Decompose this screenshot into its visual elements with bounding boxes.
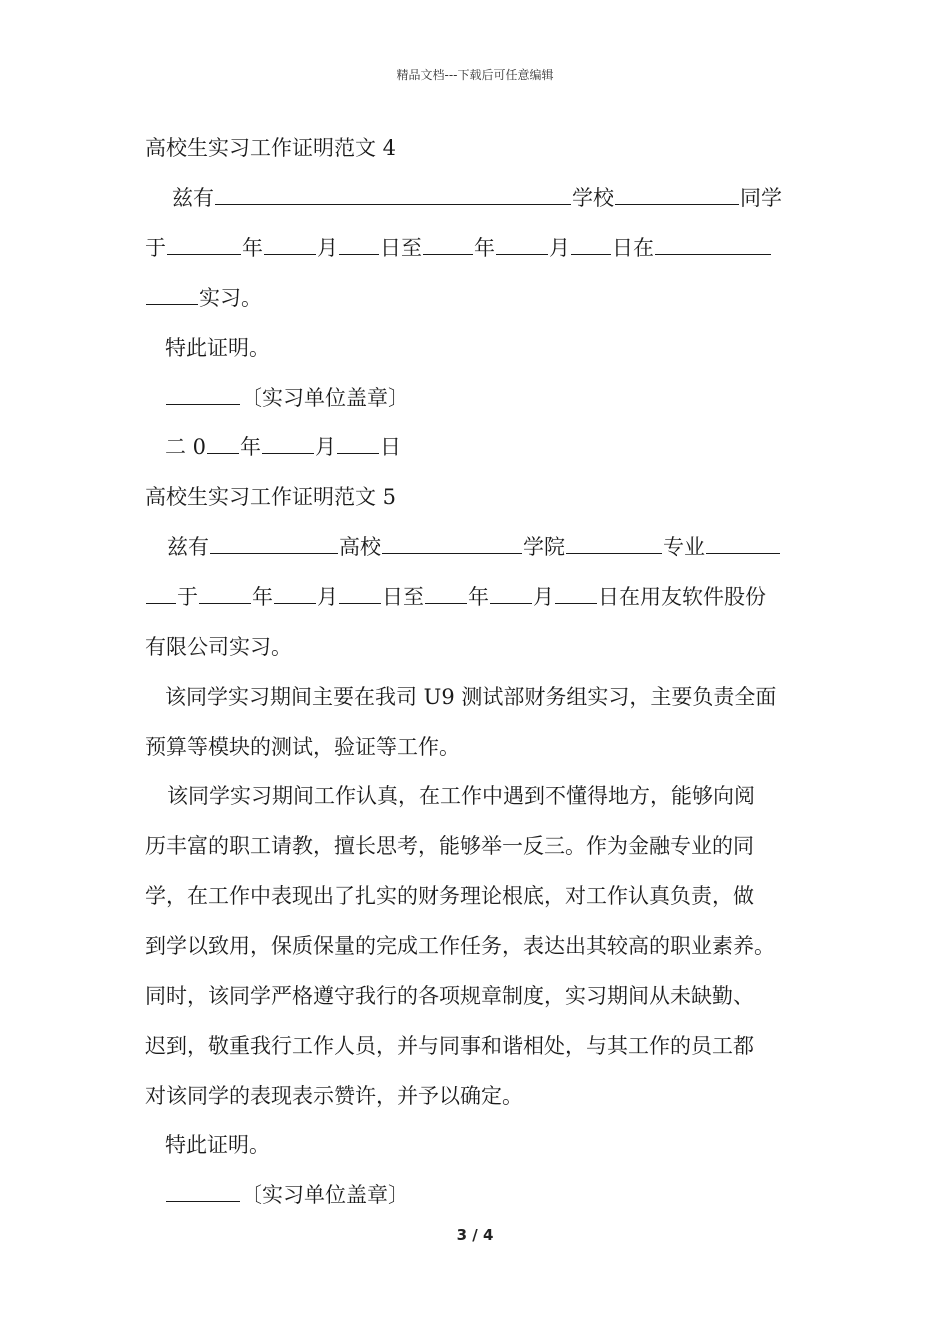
page-header: 精品文档---下载后可任意编辑	[396, 68, 554, 82]
blank-field	[615, 184, 739, 205]
blank-field	[382, 533, 522, 554]
section5-title: 高校生实习工作证明范文 5	[145, 485, 397, 509]
paragraph-line: 预算等模块的测试，验证等工作。	[145, 735, 460, 759]
blank-field	[655, 234, 771, 255]
blank-field	[264, 234, 316, 255]
section5-line3: 有限公司实习。	[145, 635, 292, 659]
section5-certify: 特此证明。	[165, 1133, 270, 1157]
paragraph-line: 对该同学的表现表示赞许，并予以确定。	[145, 1084, 523, 1108]
blank-field	[571, 234, 611, 255]
paragraph-line: 迟到，敬重我行工作人员，并与同事和谐相处，与其工作的员工都	[145, 1034, 754, 1058]
blank-field	[425, 583, 467, 604]
blank-field	[146, 583, 176, 604]
paragraph-line: 学，在工作中表现出了扎实的财务理论根底，对工作认真负责，做	[145, 884, 754, 908]
blank-field	[339, 583, 381, 604]
blank-field	[337, 433, 379, 454]
section5-seal: 〔实习单位盖章〕	[165, 1180, 409, 1210]
blank-field	[166, 384, 240, 405]
paragraph-line: 该同学实习期间工作认真，在工作中遇到不懂得地方，能够向阅	[167, 784, 755, 808]
blank-field	[210, 533, 338, 554]
blank-field	[339, 234, 379, 255]
paragraph-line: 同时，该同学严格遵守我行的各项规章制度，实习期间从未缺勤、	[145, 984, 754, 1008]
blank-field	[215, 184, 571, 205]
blank-field	[167, 234, 241, 255]
section4-line1: 兹有 学校 同学	[172, 186, 782, 210]
section4-title: 高校生实习工作证明范文 4	[145, 136, 397, 160]
section5-line1: 兹有 高校 学院 专业	[167, 532, 781, 562]
blank-field	[207, 433, 239, 454]
blank-field	[423, 234, 473, 255]
section4-date: 二 0 年 月 日	[165, 435, 402, 459]
blank-field	[496, 234, 548, 255]
section4-line2: 于 年 月 日至 年 月 日在	[145, 233, 772, 263]
blank-field	[274, 583, 316, 604]
paragraph-line: 该同学实习期间主要在我司 U9 测试部财务组实习，主要负责全面	[165, 685, 777, 709]
section4-certify: 特此证明。	[165, 336, 270, 360]
page-number: 3 / 4	[456, 1226, 494, 1244]
blank-field	[566, 533, 662, 554]
blank-field	[166, 1181, 240, 1202]
blank-field	[706, 533, 780, 554]
paragraph-line: 历丰富的职工请教，擅长思考，能够举一反三。作为金融专业的同	[145, 834, 754, 858]
blank-field	[490, 583, 532, 604]
section4-seal: 〔实习单位盖章〕	[165, 383, 409, 413]
section5-line2: 于 年 月 日至 年 月 日在用友软件股份	[145, 582, 766, 612]
blank-field	[262, 433, 314, 454]
blank-field	[555, 583, 597, 604]
paragraph-line: 到学以致用，保质保量的完成工作任务，表达出其较高的职业素养。	[145, 934, 775, 958]
blank-field	[199, 583, 251, 604]
section4-line3: 实习。	[145, 283, 262, 313]
blank-field	[146, 284, 198, 305]
